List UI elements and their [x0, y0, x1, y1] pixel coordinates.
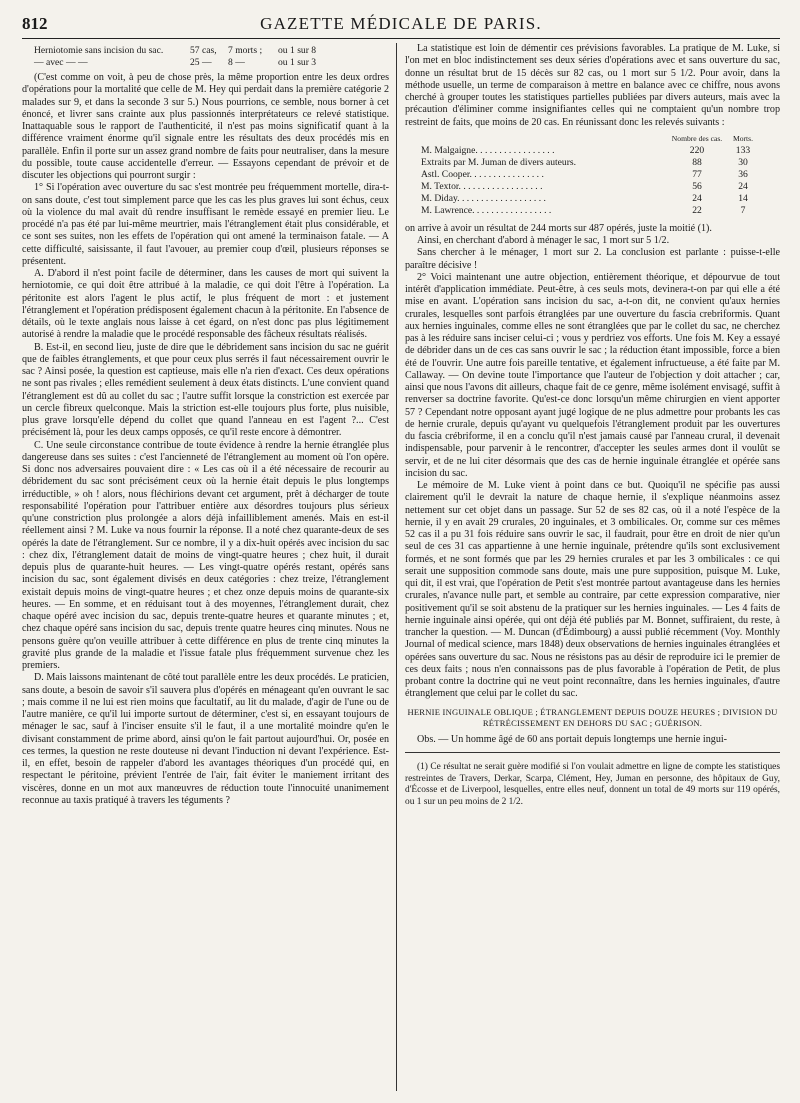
row-cases: 220 — [689, 144, 705, 156]
row-name: M. Diday. . . . . . . . . . . . . . . . . . . — [421, 192, 546, 204]
paragraph: C. Une seule circonstance contribue de toute évidence à rendre la hernie étranglée plus dangereuse dans ses suites : c'est l'ancienneté de l'étranglement au moment où l'on opère. Si donc nos adversaires pouvaient dire : « Les cas où il a été nécessaire de recourir au débridement du sac sont précisément ceux où la hernie était depuis le plus longtemps irréductible, » oh ! alors, nous fléchirions devant cet argument, prêt à décharger de toute responsabilité l'opération pour l'attribuer entière aux désordres toujours plus sérieux qu'une constriction plus prolongée a alors déjà infailliblement amenés. Mais en est-il réellement ainsi ? M. Luke va nous fournir la réponse. Il a noté chez quarante-deux de ses opérés la date de l'étranglement. Sur ce nombre, il y a dix-huit opérés avec incision du sac : chez dix, l'étranglement datait de moins de vingt-quatre heures ; chez huit, il durait depuis plus de quarante-huit heures. — Les vingt-quatre opérés restant, opérés sans incision du sac, sont également divisés en deux catégories : chez treize, l'étranglement existait depuis moins de vingt-quatre heures ; et chez onze depuis moins de quarante-six heures. — En somme, et en réduisant tout à des moyennes, l'étranglement durait, chez chaque opéré avec incision du sac, depuis trente-quatre heures et quarante minutes ; et, chez chaque opéré sans incision du sac, depuis trente quatre heures cinq minutes. Nous ne pensons guère qu'on veuille attribuer à cette différence en plus de trente cinq minutes la gravité plus grande de la maladie et l'issue fatale plus fréquemment survenue chez les premiers. — [22, 439, 389, 671]
stat-cases: 25 — — [190, 57, 212, 68]
table-row — [405, 193, 780, 205]
paragraph: (C'est comme on voit, à peu de chose près, la même proportion entre les deux ordres d'opérations pour la mortalité que celle de M. Hey qui perdait dans la première catégorie 2 malades sur 9, et dans la seconde 3 sur 5.) Nous pourrions, ce semble, nous borner à cet énoncé, et livrer sans crainte aux plus passionnés interprétateurs ce relevé statistique. Inattaquable sous le rapport de l'authenticité, il n'est pas moins significatif quant à la différence vraiment énorme qu'il signale entre les résultats des deux procédés mis en parallèle. Enfin il porte sur un assez grand nombre de faits pour neutraliser, dans la mesure du possible, toute cause accidentelle d'erreur. — Essayons cependant de prévoir et de discuter les objections qui pourront surgir : — [22, 72, 389, 181]
statistics-table — [405, 133, 780, 217]
right-column — [396, 43, 780, 1091]
stat-row — [22, 45, 389, 57]
text-columns — [22, 43, 780, 1091]
row-cases: 88 — [692, 156, 702, 168]
row-name: M. Lawrence. . . . . . . . . . . . . . . . . — [421, 204, 552, 216]
paragraph: 2° Voici maintenant une autre objection, entièrement théorique, et dépourvue de tout intérêt d'application immédiate. Peut-être, à ces seuls mots, devinera-t-on par qui elle a été mise en avant. L'opération sans incision du sac, a-t-on dit, ne convient qu'aux hernies crurales, lesquelles sont parfois étranglées par une ouverture du fascia crebriformis. Quant aux hernies inguinales, comme elles ne sont étranglées que par le collet du sac, ne cherchez pas à les réduire sans inciser celui-ci ; vous y perdriez vos efforts. Une fois M. Key a essayé de débrider dans un de ces cas sans ouvrir le sac ; la réduction étant impossible, force a bien été de l'ouvrir. Une autre fois pareille tentative, et également infructueuse, a été faite par M. Callaway. — On devine toute l'importance que l'auteur de l'objection y doit attacher ; car, ainsi que nous l'avons dit ailleurs, chaque fait de ce genre, même isolément envisagé, suffit à renverser sa doctrine favorite. Qu'est-ce donc lorsqu'un même chirurgien en vient apporter 57 ? Cependant notre opposant ayant jugé logique de ne plus admettre pour probants les cas de hernie crurale, depuis qu'ayant vu quelquefois l'étranglement produit par les ouvertures du fascia crébriforme, il en a conclu qu'il n'est jamais causé par l'anneau crural, il devenait indispensable, pour parvenir à le rencontrer, d'accepter les seules armes dont il voulût se servir, et de ne lui citer désormais que des cas de hernie inguinale étranglée et opérée sans incision du sac. — [405, 271, 780, 479]
row-deaths: 24 — [738, 180, 748, 192]
herniotomy-stats — [22, 45, 389, 69]
row-name: Astl. Cooper. . . . . . . . . . . . . . . . — [421, 168, 544, 180]
stat-label: Herniotomie sans incision du sac. — [34, 45, 164, 56]
paragraph: on arrive à avoir un résultat de 244 morts sur 487 opérés, juste la moitié (1). — [405, 222, 712, 234]
paragraph: Sans chercher à le ménager, 1 mort sur 2. La conclusion est parlante : puisse-t-elle paraître décisive ! — [405, 247, 780, 271]
table-row — [405, 205, 780, 217]
stat-deaths: 8 — — [228, 57, 245, 68]
row-deaths: 133 — [735, 144, 751, 156]
stat-cases: 57 cas, — [190, 45, 217, 56]
stat-row — [22, 57, 389, 69]
row-cases: 22 — [692, 204, 702, 216]
table-row — [405, 181, 780, 193]
row-cases: 24 — [692, 192, 702, 204]
paragraph: D. Mais laissons maintenant de côté tout parallèle entre les deux procédés. Le praticien, sans doute, a besoin de savoir s'il sauvera plus d'opérés en ménageant qu'en ouvrant le sac ; mais comme il ne lui est rien moins que facultatif, au lit du malade, d'agir de l'une ou de l'autre manière, ce qu'il lui importe surtout de déterminer, c'est si, en essayant toujours de ménager le sac, sauf à l'inciser ensuite s'il le faut, il a une mortalité moindre qu'en le divisant constamment de prime abord, ainsi qu'on le fait partout aujourd'hui. Or, posée en ces termes, la question ne reste douteuse ni devant l'induction ni devant l'expérience. Est-il, en effet, besoin de rappeler d'abord les avantages théoriques d'un procédé qui, en respectant le péritoine, prévient l'entrée de l'air, fait éviter le maniement irritant des viscères, donne en un mot aux manœuvres de réduction toute l'innocuité unanimement reconnue au taxis pratiqué à travers les téguments ? — [22, 672, 389, 806]
row-deaths: 30 — [738, 156, 748, 168]
row-cases: 77 — [692, 168, 702, 180]
journal-title: GAZETTE MÉDICALE DE PARIS. — [260, 14, 542, 33]
stat-label: — avec — — — [34, 57, 88, 68]
stat-ratio: ou 1 sur 8 — [278, 45, 317, 56]
row-deaths: 14 — [738, 192, 748, 204]
row-name: M. Malgaigne. . . . . . . . . . . . . . . . . — [421, 144, 555, 156]
table-row — [405, 157, 780, 169]
observation-paragraph: Obs. — Un homme âgé de 60 ans portait depuis longtemps une hernie ingui- — [417, 733, 728, 745]
table-header — [405, 133, 780, 145]
stat-ratio: ou 1 sur 3 — [278, 57, 317, 68]
row-name: M. Textor. . . . . . . . . . . . . . . . . . — [421, 180, 543, 192]
page-number: 812 — [22, 14, 48, 33]
column-header-cases: Nombre des cas. — [671, 133, 723, 143]
table-row — [405, 169, 780, 181]
paragraph: Ainsi, en cherchant d'abord à ménager le sac, 1 mort sur 5 1/2. — [417, 235, 670, 246]
paragraph: A. D'abord il n'est point facile de déterminer, dans les causes de mort qui suivent la herniotomie, ce qui doit être attribué à la maladie, ce qui doit l'être à l'opération. La péritonite est alors l'agent le plus actif, le plus fréquent de mort : et justement l'étranglement et l'opération prédisposent également chacun à la péritonite. En l'absence de détails, où le texte anglais nous laisse à cet égard, on n'est donc pas plus légitimement autorisé à rendre la maladie que le procédé responsable des fâcheux résultats réalisés. — [22, 268, 389, 341]
table-row — [405, 145, 780, 157]
row-deaths: 7 — [740, 204, 746, 216]
stat-deaths: 7 morts ; — [228, 45, 263, 56]
row-deaths: 36 — [738, 168, 748, 180]
paragraph: La statistique est loin de démentir ces prévisions favorables. La pratique de M. Luke, si l'on met en bloc indistinctement ses deux séries d'opérations avec et sans ouverture du sac, donne un résultat brut de 15 décès sur 82 cas, ou 1 mort sur 5 1/2. Pour avoir, dans la méthode usuelle, un terme de comparaison à mettre en balance avec ce chiffre, nous avons cherché à grouper toutes les statistiques partielles publiées par divers auteurs, mais avec la précaution d'éliminer comme insignifiantes celles qui ne comptaient qu'un nombre trop restreint de faits, que moins de 20 cas. En réunissant donc les relevés suivants : — [405, 43, 780, 128]
page-header — [22, 14, 780, 39]
row-cases: 56 — [692, 180, 702, 192]
footnote: (1) Ce résultat ne serait guère modifié si l'on voulait admettre en ligne de compte les statistiques restreintes de Travers, Derkar, Scarpa, Clément, Hey, Juman en personne, des hôpitaux de Guy, d'Écosse et de Liverpool, lesquelles, entre elles neuf, donnent un total de 49 morts sur 119 opérés, ou 1 sur un peu moins de 2 1/2. — [405, 762, 780, 807]
paragraph: B. Est-il, en second lieu, juste de dire que le débridement sans incision du sac ne guérit que de faibles étranglements, et que pour ceux plus serrés il faut nécessairement ouvrir le sac ? Ainsi posée, la question est captieuse, mais elle n'a rien d'exact. Ces deux opérations ne sont pas rivales ; elles remédient seulement à deux états distincts. L'une convient quand l'étranglement est dû au collet du sac ; l'autre suffit lorsque la constriction est exercée par un cercle fibreux quelconque. Mais la striction est-elle toujours plus forte, plus nuisible, plus grave lorsqu'elle dépend du collet que quand l'anneau en est l'agent ?... C'est précisément là, pour les deux camps opposés, ce qu'il reste encore à démontrer. — [22, 341, 389, 439]
case-title: HERNIE INGUINALE OBLIQUE ; ÉTRANGLEMENT DEPUIS DOUZE HEURES ; DIVISION DU RÉTRÉCISSEMENT EN DEHORS DU SAC ; GUÉRISON. — [407, 706, 778, 728]
footnote-divider — [405, 752, 780, 753]
left-column — [22, 43, 396, 1091]
column-header-deaths: Morts. — [732, 133, 754, 143]
paragraph: Le mémoire de M. Luke vient à point dans ce but. Quoiqu'il ne spécifie pas aussi clairement qu'il le devrait la nature de chaque hernie, il s'explique néanmoins assez nettement sur cet objet dans un passage. Sur 52 de ses 82 cas, où il a noté l'espèce de la hernie, il y en avait 29 crurales, 20 inguinales, et 3 ombilicales. Or, comme sur ces mêmes 52 cas il a pu 31 fois réduire sans ouvrir le sac, il faudrait, pour être en droit de nier qu'un seul de ces 31 cas appartienne à une hernie inguinale, prétendre qu'ils sont exclusivement formés, et ne sont formés que par les 29 hernies crurales et par les 3 ombilicales : ce qui serait une supposition commode sans doute, mais une pure supposition, puisque M. Luke, qui dit, il est vrai, que l'opération de Petit s'est montrée partout avantageuse dans les hernies crurales, n'avance nulle part, et semble au contraire, par cette expression comparative, nier positivement qu'il se soit abstenu de la pratiquer sur les hernies inguinales. — Les 4 faits de hernie inguinale ainsi opérée, qui ont déjà été publiés par M. Bonnet, suffiraient, du reste, à trancher la question. — M. Duncan (d'Édimbourg) a aussi publié récemment (Voy. Monthly Journal of medical science, mars 1848) deux observations de hernies inguinales étranglées et opérées sans ouverture du sac. Nous ne résistons pas au désir de reproduire ici le premier de ces deux faits ; nous n'en connaissons pas de plus favorable à l'opération de Petit, de plus probant contre la doctrine qui ne veut point reconnaître, dans les hernies inguinales, d'autre étranglement que celui par le collet du sac. — [405, 480, 780, 700]
row-name: Extraits par M. Juman de divers auteurs. — [421, 156, 577, 168]
paragraph: 1° Si l'opération avec ouverture du sac s'est montrée peu fréquemment mortelle, dira-t-on sans doute, c'est tout simplement parce que les cas les plus graves lui sont échus, ceux où la violence du mal avait dû rendre insuffisant le remède essayé en premier lieu. Le procédé n'a pas été par lui-même meurtrier, mais l'étranglement était plus considérable, et ce sont ses suites, non les effets de l'opération qui ont amené la terminaison fatale. — A cette difficulté, saisissante, il faut l'avouer, au premier coup d'œil, plusieurs réponses se présentent. — [22, 182, 389, 267]
